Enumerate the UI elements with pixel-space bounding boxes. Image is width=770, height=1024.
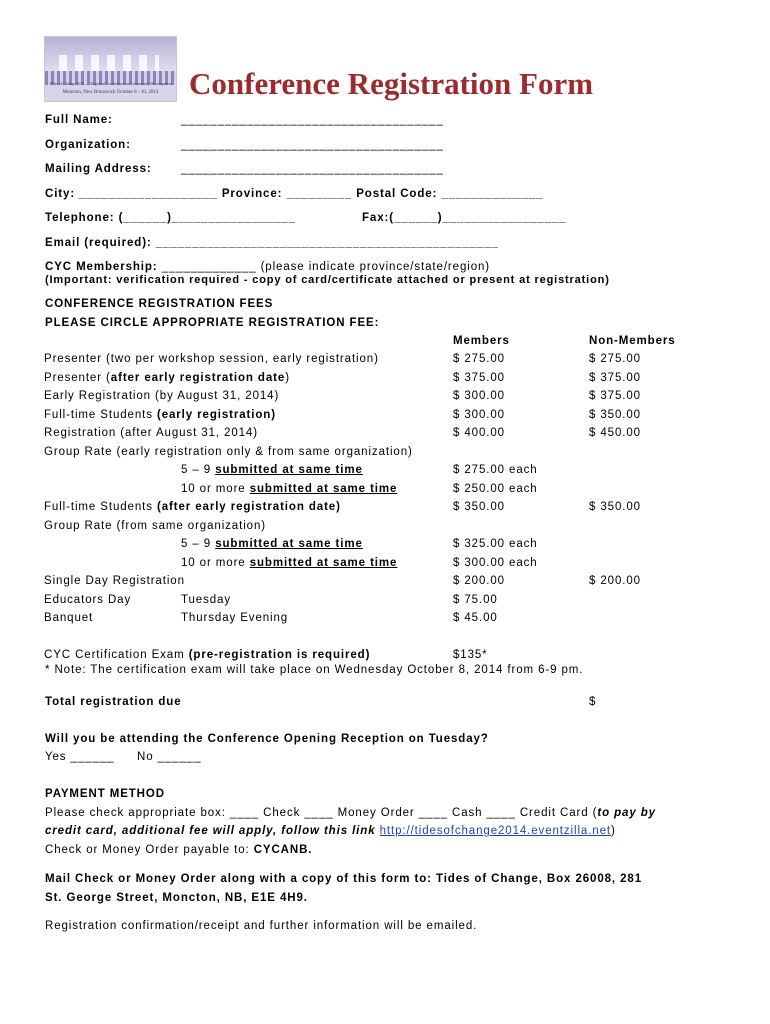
reception-question: Will you be attending the Conference Opening Reception on Tuesday?	[45, 733, 489, 745]
fee-row-member-price[interactable]: $ 300.00	[453, 390, 505, 402]
fee-row-member-price[interactable]: $ 400.00	[453, 427, 505, 439]
fee-row-non-member-price[interactable]: $ 350.00	[589, 501, 641, 513]
total-due-label: Total registration due	[45, 696, 182, 708]
total-due-field[interactable]: $	[589, 696, 597, 708]
membership-verification-note: (Important: verification required - copy of card/certificate attached or present at registration)	[45, 274, 610, 286]
fee-row-non-member-price[interactable]: $ 200.00	[589, 575, 641, 587]
fee-row-non-member-price[interactable]: $ 375.00	[589, 390, 641, 402]
exam-note: * Note: The certification exam will take place on Wednesday October 8, 2014 from 6-9 pm.	[45, 664, 584, 676]
fee-row-label: Registration (after August 31, 2014)	[44, 427, 258, 439]
exam-price[interactable]: $135*	[453, 649, 488, 661]
conference-logo	[44, 36, 177, 102]
payment-options-line[interactable]: Please check appropriate box: ____ Check ____ Money Order ____ Cash ____ Credit Card (to pay by	[45, 807, 656, 819]
fee-row-label: Presenter (after early registration date)	[44, 372, 290, 384]
fee-row-member-price[interactable]: $ 75.00	[453, 594, 498, 606]
fee-row-label: Single Day Registration	[44, 575, 185, 587]
exam-label: CYC Certification Exam (pre-registration is required)	[44, 649, 371, 661]
fee-row[interactable]	[0, 372, 770, 388]
payable-to-line: Check or Money Order payable to: CYCANB.	[45, 844, 313, 856]
fee-row-member-price[interactable]: $ 300.00	[453, 409, 505, 421]
fee-row[interactable]	[0, 612, 770, 628]
email-line[interactable]: Email (required): _______________________________________________	[45, 237, 499, 249]
confirmation-note: Registration confirmation/receipt and further information will be emailed.	[45, 920, 478, 932]
payment-credit-card-line: credit card, additional fee will apply, follow this link http://tidesofchange2014.eventzilla.net)	[45, 825, 616, 837]
fee-row-non-member-price[interactable]: $ 350.00	[589, 409, 641, 421]
mailing-address-field[interactable]: ____________________________________	[181, 163, 444, 175]
fee-row-non-member-price[interactable]: $ 375.00	[589, 372, 641, 384]
logo-caption-small: Tides of Change 2014 — Regional Conference on Community Development	[49, 81, 172, 86]
mail-instructions-line1: Mail Check or Money Order along with a copy of this form to: Tides of Change, Box 26008, 281	[45, 873, 642, 885]
fee-row-label: Presenter (two per workshop session, early registration)	[44, 353, 379, 365]
full-name-label: Full Name:	[45, 114, 113, 126]
fax-line[interactable]: Fax:(______)_________________	[362, 212, 567, 224]
membership-label: CYC Membership:	[45, 261, 158, 273]
fee-row-label: Full-time Students (after early registration date)	[44, 501, 341, 513]
fee-row-label: Full-time Students (early registration)	[44, 409, 276, 421]
fee-row[interactable]	[0, 353, 770, 369]
fee-group-heading	[0, 446, 770, 462]
fee-row[interactable]	[0, 409, 770, 425]
fee-row-sublabel: Tuesday	[181, 594, 231, 606]
payment-heading: PAYMENT METHOD	[45, 788, 165, 800]
organization-field[interactable]: ____________________________________	[181, 139, 444, 151]
fee-row-label: Early Registration (by August 31, 2014)	[44, 390, 280, 402]
fee-row-member-price[interactable]: $ 350.00	[453, 501, 505, 513]
full-name-field[interactable]: ____________________________________	[181, 114, 444, 126]
col-members-header: Members	[453, 335, 510, 347]
fee-row-member-price[interactable]: $ 300.00 each	[453, 557, 538, 569]
registration-link[interactable]: http://tidesofchange2014.eventzilla.net	[379, 825, 611, 837]
form-title: Conference Registration Form	[189, 66, 594, 101]
fee-group-heading	[0, 520, 770, 536]
fee-row[interactable]	[0, 575, 770, 591]
fee-row-member-price[interactable]: $ 45.00	[453, 612, 498, 624]
city-province-postal-line[interactable]: City: ___________________ Province: _________ Postal Code: ______________	[45, 188, 544, 200]
fee-row-member-price[interactable]: $ 250.00 each	[453, 483, 538, 495]
mail-instructions-line2: St. George Street, Moncton, NB, E1E 4H9.	[45, 892, 308, 904]
membership-line	[45, 261, 490, 273]
telephone-line[interactable]: Telephone: (______)_________________	[45, 212, 296, 224]
logo-caption: Moncton, New Brunswick October 8 - 10, 2014	[62, 90, 159, 95]
fee-row-member-price[interactable]: $ 275.00 each	[453, 464, 538, 476]
exam-row[interactable]	[0, 649, 770, 665]
fee-row-non-member-price[interactable]: $ 275.00	[589, 353, 641, 365]
fee-row-sublabel: 10 or more submitted at same time	[181, 557, 398, 569]
fee-row-sublabel: 10 or more submitted at same time	[181, 483, 398, 495]
fees-instruction: PLEASE CIRCLE APPROPRIATE REGISTRATION FEE:	[45, 317, 380, 329]
fee-row-label: Group Rate (early registration only & from same organization)	[44, 446, 413, 458]
fee-row[interactable]	[0, 594, 770, 610]
fee-row-member-price[interactable]: $ 325.00 each	[453, 538, 538, 550]
fee-row[interactable]	[0, 557, 770, 573]
fee-row-label: Educators Day	[44, 594, 132, 606]
fee-row-label: Group Rate (from same organization)	[44, 520, 266, 532]
fee-row-sublabel: 5 – 9 submitted at same time	[181, 464, 363, 476]
fee-row-non-member-price[interactable]: $ 450.00	[589, 427, 641, 439]
reception-no[interactable]: No ______	[137, 751, 202, 763]
fee-row[interactable]	[0, 390, 770, 406]
fee-row-member-price[interactable]: $ 275.00	[453, 353, 505, 365]
fee-row-sublabel: Thursday Evening	[181, 612, 289, 624]
organization-label: Organization:	[45, 139, 131, 151]
fee-row-member-price[interactable]: $ 200.00	[453, 575, 505, 587]
fee-row[interactable]	[0, 427, 770, 443]
col-non-members-header: Non-Members	[589, 335, 676, 347]
fee-row-member-price[interactable]: $ 375.00	[453, 372, 505, 384]
mailing-address-label: Mailing Address:	[45, 163, 152, 175]
fee-row[interactable]	[0, 538, 770, 554]
fees-heading: CONFERENCE REGISTRATION FEES	[45, 298, 274, 310]
fee-row[interactable]	[0, 501, 770, 517]
fee-row-label: Banquet	[44, 612, 94, 624]
fee-row[interactable]	[0, 483, 770, 499]
membership-rest[interactable]: _____________ (please indicate province/state/region)	[157, 261, 491, 273]
fee-row-sublabel: 5 – 9 submitted at same time	[181, 538, 363, 550]
reception-yes[interactable]: Yes ______	[45, 751, 115, 763]
fee-row[interactable]	[0, 464, 770, 480]
